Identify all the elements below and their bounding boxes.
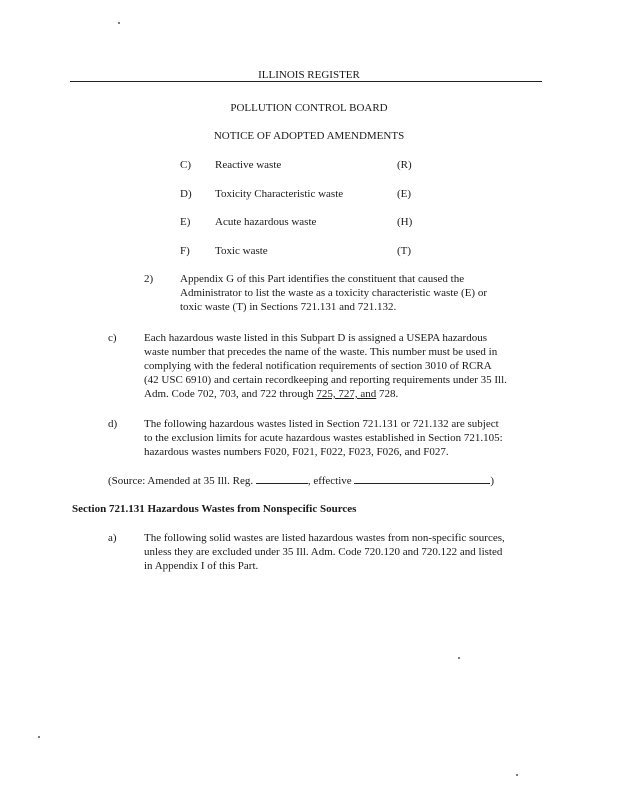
code-value: (T) <box>397 245 412 257</box>
item-a-line: The following solid wastes are listed hazardous wastes from non-specific sources, <box>144 532 505 544</box>
code-name: Toxic waste <box>215 245 268 257</box>
code-letter: E) <box>180 216 191 228</box>
source-prefix: (Source: Amended at 35 Ill. Reg. <box>108 475 254 487</box>
item-2-number: 2) <box>144 273 154 285</box>
item-c-line: (42 USC 6910) and certain recordkeeping and reporting requirements under 35 Ill. <box>144 374 507 386</box>
item-a-line: unless they are excluded under 35 Ill. Adm. Code 720.120 and 720.122 and listed <box>144 546 503 558</box>
register-title: ILLINOIS REGISTER <box>258 69 360 81</box>
item-d-line: The following hazardous wastes listed in Section 721.131 or 721.132 are subject <box>144 418 499 430</box>
board-title: POLLUTION CONTROL BOARD <box>230 102 388 114</box>
code-value: (H) <box>397 216 413 228</box>
code-name: Toxicity Characteristic waste <box>215 188 344 200</box>
header-rule <box>70 81 542 82</box>
section-heading: Section 721.131 Hazardous Wastes from Nonspecific Sources <box>72 503 357 515</box>
effective-blank <box>354 473 490 484</box>
source-middle: , effective <box>307 475 352 487</box>
scan-speck <box>38 736 40 738</box>
item-d-letter: d) <box>108 418 118 430</box>
item-c-line: complying with the federal notification requirements of section 3010 of RCRA <box>144 360 492 372</box>
item-d-line: hazardous wastes numbers F020, F021, F022, F023, F026, and F027. <box>144 446 449 458</box>
reg-blank <box>256 473 308 484</box>
item-c-line-text: Adm. Code 702, 703, and 722 through <box>144 388 314 400</box>
item-a-letter: a) <box>108 532 117 544</box>
item-c-last-line <box>144 387 398 401</box>
scan-speck <box>118 22 120 24</box>
code-letter: D) <box>180 188 192 200</box>
item-d-line: to the exclusion limits for acute hazardous wastes established in Section 721.105: <box>144 432 503 444</box>
item-c-letter: c) <box>108 332 117 344</box>
item-c-line: waste number that precedes the name of the waste. This number must be used in <box>144 346 498 358</box>
code-value: (E) <box>397 188 412 200</box>
scan-speck <box>516 774 518 776</box>
item-2-line: toxic waste (T) in Sections 721.131 and 721.132. <box>180 301 397 313</box>
item-c-underlined-text: 725, 727, and <box>316 388 377 400</box>
notice-title: NOTICE OF ADOPTED AMENDMENTS <box>213 130 405 142</box>
code-name: Acute hazardous waste <box>215 216 317 228</box>
item-c-tail-text: 728. <box>376 388 399 400</box>
item-c-line: Each hazardous waste listed in this Subpart D is assigned a USEPA hazardous <box>144 332 487 344</box>
scan-speck <box>458 657 460 659</box>
item-2-line: Administrator to list the waste as a toxicity characteristic waste (E) or <box>180 287 487 299</box>
source-suffix: ) <box>490 475 495 487</box>
source-note <box>108 473 494 488</box>
item-2-line: Appendix G of this Part identifies the constituent that caused the <box>180 273 465 285</box>
item-a-line: in Appendix I of this Part. <box>144 560 259 572</box>
code-value: (R) <box>397 159 412 171</box>
code-name: Reactive waste <box>215 159 282 171</box>
code-letter: F) <box>180 245 190 257</box>
code-letter: C) <box>180 159 191 171</box>
